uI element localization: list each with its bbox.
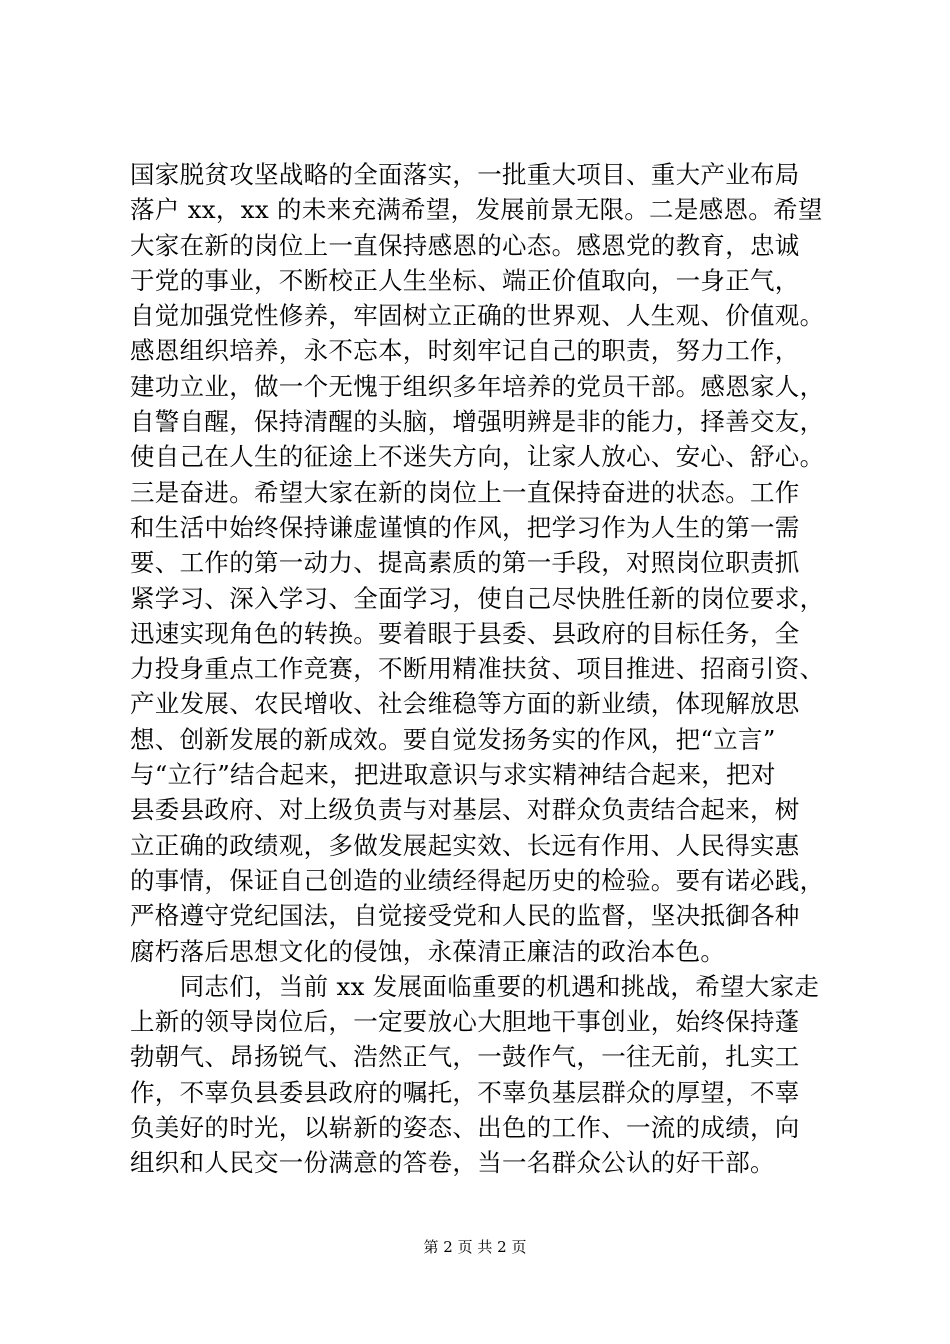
text-line: 严格遵守党纪国法，自觉接受党和人民的监督，坚决抵御各种	[130, 901, 800, 931]
text-line: 腐朽落后思想文化的侵蚀，永葆清正廉洁的政治本色。	[130, 936, 726, 966]
text-line: 自觉加强党性修养，牢固树立正确的世界观、人生观、价值观。	[130, 301, 825, 331]
text-line: 力投身重点工作竞赛，不断用精准扶贫、项目推进、招商引资、	[130, 654, 825, 684]
text-line: 和生活中始终保持谦虚谨慎的作风，把学习作为人生的第一需	[130, 512, 800, 542]
text-line: 自警自醒，保持清醒的头脑，增强明辨是非的能力，择善交友，	[130, 407, 825, 437]
text-line: 上新的领导岗位后，一定要放心大胆地干事创业，始终保持蓬	[130, 1007, 800, 1037]
text-line: 落户 xx，xx 的未来充满希望，发展前景无限。二是感恩。希望	[130, 195, 823, 225]
text-line: 使自己在人生的征途上不迷失方向，让家人放心、安心、舒心。	[130, 442, 825, 472]
text-line: 负美好的时光，以崭新的姿态、出色的工作、一流的成绩，向	[130, 1113, 800, 1143]
text-line: 迅速实现角色的转换。要着眼于县委、县政府的目标任务，全	[130, 618, 800, 648]
text-line: 县委县政府、对上级负责与对基层、对群众负责结合起来，树	[130, 795, 800, 825]
text-line: 建功立业，做一个无愧于组织多年培养的党员干部。感恩家人，	[130, 371, 825, 401]
text-line: 于党的事业，不断校正人生坐标、端正价值取向，一身正气，	[130, 265, 800, 295]
text-line: 国家脱贫攻坚战略的全面落实，一批重大项目、重大产业布局	[130, 160, 800, 189]
text-line: 三是奋进。希望大家在新的岗位上一直保持奋进的状态。工作	[130, 477, 800, 507]
text-line: 感恩组织培养，永不忘本，时刻牢记自己的职责，努力工作，	[130, 336, 800, 366]
text-line: 大家在新的岗位上一直保持感恩的心态。感恩党的教育，忠诚	[130, 230, 800, 260]
text-line: 产业发展、农民增收、社会维稳等方面的新业绩，体现解放思	[130, 689, 800, 719]
text-line: 紧学习、深入学习、全面学习，使自己尽快胜任新的岗位要求，	[130, 583, 825, 613]
text-line: 的事情，保证自己创造的业绩经得起历史的检验。要有诺必践，	[130, 865, 825, 895]
paragraph-start-line: 同志们，当前 xx 发展面临重要的机遇和挑战，希望大家走	[130, 971, 820, 1001]
page-number-footer: 第 2 页 共 2 页	[423, 1238, 527, 1256]
text-line: 立正确的政绩观，多做发展起实效、长远有作用、人民得实惠	[130, 830, 800, 860]
text-line: 要、工作的第一动力、提高素质的第一手段，对照岗位职责抓	[130, 548, 800, 578]
text-line: 作，不辜负县委县政府的嘱托，不辜负基层群众的厚望，不辜	[130, 1077, 800, 1107]
text-line: 组织和人民交一份满意的答卷，当一名群众公认的好干部。	[130, 1148, 775, 1178]
text-line: 勃朝气、昂扬锐气、浩然正气，一鼓作气，一往无前，扎实工	[130, 1042, 800, 1072]
document-body	[130, 157, 850, 1181]
text-line: 与“立行”结合起来，把进取意识与求实精神结合起来，把对	[130, 760, 776, 790]
text-line: 想、创新发展的新成效。要自觉发扬务实的作风，把“立言”	[130, 724, 776, 754]
